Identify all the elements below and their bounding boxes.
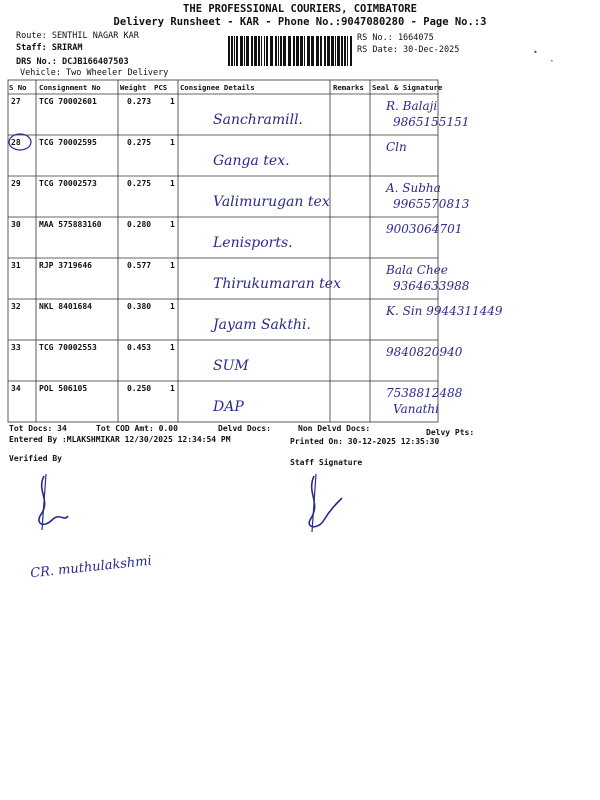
barcode-bar — [228, 36, 230, 66]
drs-number: DRS No.: DCJB166407503 — [16, 57, 129, 67]
barcode-bar — [300, 36, 303, 66]
seal-signature: A. Subha — [386, 181, 441, 195]
consignment-number: TCG 70002595 — [39, 138, 97, 147]
seal-signature: 9003064701 — [386, 222, 463, 236]
row-serial-number: 29 — [11, 179, 21, 188]
pieces-count: 1 — [170, 179, 175, 188]
row-serial-number: 33 — [11, 343, 21, 352]
barcode-bar — [320, 36, 322, 66]
barcode-bar — [316, 36, 319, 66]
barcode-bar — [331, 36, 334, 66]
weight-value: 0.275 — [127, 138, 152, 147]
weight-value: 0.273 — [127, 97, 152, 106]
barcode-bar — [341, 36, 343, 66]
consignee-handwritten: DAP — [213, 399, 244, 415]
row-serial-number: 30 — [11, 220, 21, 229]
barcode-bar — [251, 36, 253, 66]
seal-signature: 7538812488 — [386, 386, 463, 400]
non-delivered-docs: Non Delvd Docs: — [298, 424, 371, 433]
barcode-bar — [304, 36, 305, 66]
seal-phone: 9364633988 — [393, 279, 470, 293]
row-serial-number: 27 — [11, 97, 21, 106]
document-subtitle: Delivery Runsheet - KAR - Phone No.:9047080280 - Page No.:3 — [113, 16, 487, 28]
seal-phone: Vanathi — [393, 402, 439, 416]
barcode-bar — [254, 36, 257, 66]
seal-phone: 9865155151 — [393, 115, 470, 129]
rs-number: RS No.: 1664075 — [357, 33, 434, 43]
delivery-points: Delvy Pts: — [426, 428, 475, 437]
staff-signature-label: Staff Signature — [290, 458, 363, 467]
consignee-handwritten: Sanchramill. — [213, 112, 304, 128]
consignment-number: TCG 70002573 — [39, 179, 97, 188]
barcode-bar — [296, 36, 299, 66]
route-label: Route: SENTHIL NAGAR KAR — [16, 31, 139, 41]
barcode-bar — [283, 36, 286, 66]
row-serial-number: 32 — [11, 302, 21, 311]
barcode-bar — [270, 36, 273, 66]
document-title: THE PROFESSIONAL COURIERS, COIMBATORE — [183, 3, 417, 15]
barcode — [228, 36, 354, 66]
column-header: Remarks — [333, 83, 364, 92]
consignment-number: RJP 3719646 — [39, 261, 92, 270]
barcode-bar — [231, 36, 233, 66]
delivered-docs: Delvd Docs: — [218, 424, 271, 433]
barcode-bar — [307, 36, 310, 66]
pieces-count: 1 — [170, 384, 175, 393]
barcode-bar — [335, 36, 336, 66]
pieces-count: 1 — [170, 97, 175, 106]
runsheet-table — [8, 80, 503, 422]
scan-speck: • — [550, 58, 554, 65]
consignment-number: NKL 8401684 — [39, 302, 92, 311]
consignment-number: TCG 70002601 — [39, 97, 97, 106]
barcode-bar — [311, 36, 314, 66]
seal-signature: K. Sin 9944311449 — [386, 304, 503, 318]
weight-value: 0.275 — [127, 179, 152, 188]
pieces-count: 1 — [170, 343, 175, 352]
barcode-bar — [324, 36, 326, 66]
weight-value: 0.453 — [127, 343, 152, 352]
column-header: Weight — [120, 83, 147, 92]
barcode-bar — [275, 36, 277, 66]
consignee-handwritten: Ganga tex. — [213, 153, 290, 169]
printed-on: Printed On: 30-12-2025 12:35:30 — [290, 437, 440, 446]
barcode-bar — [246, 36, 249, 66]
weight-value: 0.280 — [127, 220, 152, 229]
barcode-bar — [264, 36, 265, 66]
total-cod-amount: Tot COD Amt: 0.00 — [96, 424, 178, 433]
entered-by: Entered By :MLAKSHMIKAR 12/30/2025 12:34:54 PM — [9, 435, 231, 444]
barcode-bar — [280, 36, 282, 66]
weight-value: 0.250 — [127, 384, 152, 393]
barcode-bar — [234, 36, 235, 66]
seal-signature: Bala Chee — [386, 263, 448, 277]
pieces-count: 1 — [170, 138, 175, 147]
consignee-handwritten: Lenisports. — [213, 235, 293, 251]
barcode-bar — [258, 36, 260, 66]
consignee-handwritten: Jayam Sakthi. — [213, 317, 311, 333]
barcode-bar — [337, 36, 340, 66]
seal-signature: 9840820940 — [386, 345, 463, 359]
staff-signature — [302, 470, 352, 540]
column-header: S No — [9, 83, 27, 92]
verifier-signature — [30, 470, 80, 540]
weight-value: 0.380 — [127, 302, 152, 311]
verified-by-label: Verified By — [9, 454, 62, 463]
rs-date: RS Date: 30-Dec-2025 — [357, 45, 460, 55]
pieces-count: 1 — [170, 302, 175, 311]
row-serial-number: 34 — [11, 384, 21, 393]
pieces-count: 1 — [170, 220, 175, 229]
total-docs: Tot Docs: 34 — [9, 424, 67, 433]
barcode-bar — [347, 36, 348, 66]
consignee-handwritten: SUM — [213, 358, 249, 374]
barcode-bar — [244, 36, 245, 66]
seal-signature: Cln — [386, 140, 407, 154]
barcode-bar — [350, 36, 352, 66]
consignee-handwritten: Thirukumaran tex — [213, 276, 341, 292]
barcode-bar — [327, 36, 330, 66]
seal-phone: 9965570813 — [393, 197, 470, 211]
barcode-bar — [293, 36, 295, 66]
barcode-bar — [236, 36, 238, 66]
consignee-handwritten: Valimurugan tex — [213, 194, 330, 210]
row-serial-number: 31 — [11, 261, 21, 270]
barcode-bar — [344, 36, 346, 66]
seal-signature: R. Balaji — [386, 99, 438, 113]
column-header: PCS — [154, 83, 168, 92]
barcode-bar — [261, 36, 262, 66]
column-header: Consignee Details — [180, 83, 255, 92]
barcode-bar — [266, 36, 268, 66]
handwritten-note: CR. muthulakshmi — [29, 553, 153, 582]
scan-speck: • — [533, 48, 538, 57]
consignment-number: TCG 70002553 — [39, 343, 97, 352]
pieces-count: 1 — [170, 261, 175, 270]
vehicle-label: Vehicle: Two Wheeler Delivery — [20, 68, 169, 78]
consignment-number: MAA 575883160 — [39, 220, 102, 229]
row-serial-number: 28 — [11, 138, 21, 147]
column-header: Seal & Signature — [372, 83, 443, 92]
barcode-bar — [288, 36, 291, 66]
consignment-number: POL 506105 — [39, 384, 88, 393]
column-header: Consignment No — [39, 83, 101, 92]
barcode-bar — [278, 36, 279, 66]
barcode-bar — [240, 36, 243, 66]
weight-value: 0.577 — [127, 261, 152, 270]
staff-label: Staff: SRIRAM — [16, 43, 83, 53]
